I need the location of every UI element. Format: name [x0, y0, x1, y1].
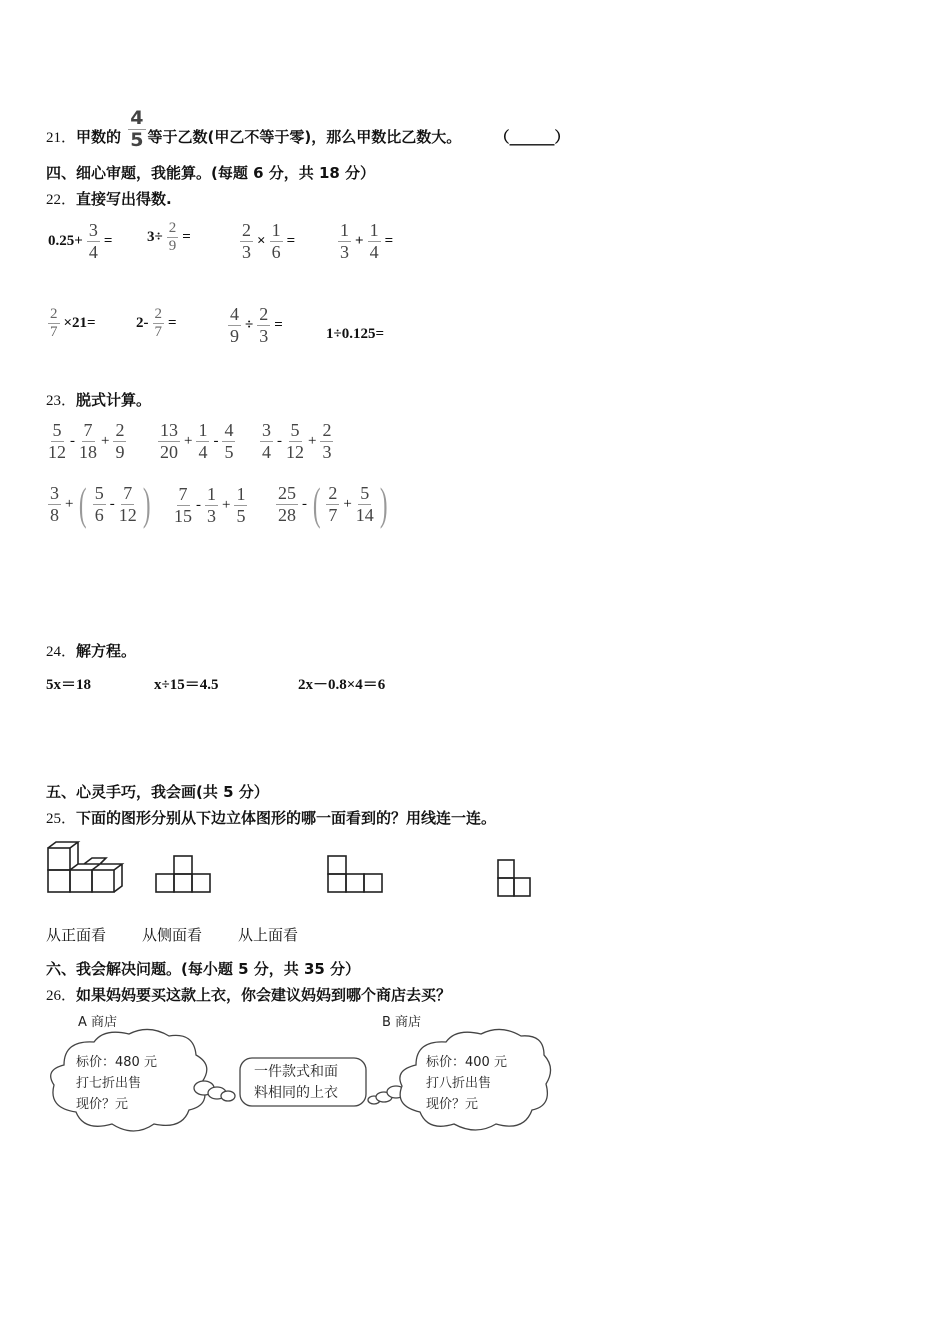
fraction [222, 420, 235, 463]
current-price-line: 现价？元 [76, 1097, 129, 1112]
numerator: 4 [230, 304, 239, 324]
denominator: 7 [50, 324, 58, 340]
operator-text: = [384, 233, 394, 249]
denominator: 9 [168, 238, 177, 254]
fraction [196, 420, 209, 463]
denominator: 18 [79, 442, 97, 462]
operator-text: = [286, 233, 296, 249]
numerator: 5 [290, 420, 300, 440]
denominator: 3 [259, 326, 269, 346]
fraction [228, 304, 241, 347]
denominator: 14 [355, 504, 374, 525]
fraction [128, 108, 145, 151]
q21-text-post: 等于乙数(甲乙不等于零)，那么甲数比乙数大。 [147, 128, 462, 146]
denominator: 4 [369, 242, 379, 262]
denominator: 4 [262, 442, 271, 462]
numerator: 1 [369, 220, 379, 240]
fraction [79, 420, 97, 463]
numerator: 1 [271, 220, 281, 240]
operator-text: = [274, 317, 283, 333]
operator: + [65, 495, 74, 512]
denominator: 3 [322, 442, 332, 462]
expression [46, 306, 98, 341]
question-title: 下面的图形分别从下边立体图形的哪一面看到的？用线连一连。 [76, 809, 497, 827]
denominator: 5 [224, 442, 234, 462]
numerator: 5 [94, 482, 104, 503]
numerator: 4 [224, 420, 234, 440]
view-label-top: 从上面看 [238, 926, 299, 944]
front-view-figure [156, 856, 210, 892]
parenthesis: ) [142, 478, 151, 529]
fraction [234, 484, 247, 527]
numerator: 5 [360, 482, 370, 503]
operator: - [196, 497, 201, 513]
numerator: 1 [207, 484, 216, 504]
operator-text: 2- [136, 315, 149, 331]
numerator: 1 [236, 484, 246, 504]
equation: 2x－0.8×4＝6 [298, 677, 386, 693]
operator: + [343, 495, 352, 512]
expression [226, 304, 285, 347]
denominator: 7 [328, 504, 338, 525]
numerator: 2 [242, 220, 251, 240]
operator: + [222, 497, 231, 513]
question-number: 22． [46, 192, 77, 208]
fraction [93, 483, 106, 526]
operator-text: ÷ [245, 317, 254, 333]
price-line: 标价：400 元 [426, 1055, 507, 1070]
denominator: 5 [236, 506, 246, 526]
question-number: 23． [46, 393, 77, 409]
denominator: 5 [130, 129, 144, 151]
fraction [153, 306, 165, 341]
operator: + [184, 433, 193, 449]
denominator: 4 [198, 442, 208, 462]
denominator: 3 [340, 242, 349, 262]
operator-text: = [168, 315, 177, 331]
equation: 5x＝18 [46, 677, 92, 693]
fraction [113, 420, 126, 463]
operator: + [101, 433, 110, 449]
parenthesis: ( [312, 478, 321, 529]
denominator: 12 [118, 504, 137, 525]
fraction [286, 420, 304, 463]
3d-cubes-figure [48, 842, 122, 892]
question-number: 26． [46, 988, 77, 1004]
shop-a-cloud-text [76, 1052, 157, 1115]
denominator: 15 [174, 506, 192, 526]
center-line: 料相同的上衣 [254, 1085, 338, 1101]
expression [258, 420, 335, 463]
denominator: 20 [160, 442, 178, 462]
fraction [205, 484, 218, 527]
fraction [87, 220, 100, 263]
question-25 [46, 807, 496, 828]
numerator: 3 [88, 220, 98, 240]
question-24 [46, 640, 136, 661]
expression [274, 478, 391, 529]
numerator: 1 [198, 420, 208, 440]
side-view-figure [328, 856, 382, 892]
denominator: 9 [230, 326, 239, 346]
question-21 [46, 107, 570, 159]
numerator: 25 [278, 482, 296, 503]
shop-b-label: B 商店 [382, 1015, 422, 1030]
operator-text: 1÷0.125= [326, 326, 385, 342]
expression [156, 420, 237, 463]
question-26 [46, 984, 451, 1005]
question-number: 21． [46, 130, 77, 146]
denominator: 4 [88, 242, 98, 262]
answer-blank[interactable]: （______） [494, 128, 570, 146]
section-5-heading: 五、心灵手巧，我会画(共 5 分） [46, 783, 269, 801]
fraction [240, 220, 253, 263]
parenthesis: ) [379, 478, 388, 529]
denominator: 7 [154, 324, 162, 340]
fraction [320, 420, 333, 463]
fraction [356, 483, 374, 526]
numerator: 4 [130, 107, 144, 129]
question-number: 24． [46, 644, 77, 660]
fraction [48, 483, 61, 526]
operator-text: × [257, 233, 266, 249]
section-6-heading: 六、我会解决问题。(每小题 5 分，共 35 分） [46, 960, 361, 978]
numerator: 7 [123, 482, 133, 503]
discount-line: 打七折出售 [76, 1076, 142, 1091]
expression [134, 306, 179, 341]
denominator: 6 [94, 504, 104, 525]
q21-text-pre: 甲数的 [76, 128, 122, 146]
denominator: 8 [50, 504, 59, 525]
numerator: 2 [322, 420, 332, 440]
operator: - [213, 433, 219, 449]
fraction [260, 420, 273, 463]
denominator: 6 [271, 242, 281, 262]
expression [324, 326, 386, 343]
denominator: 3 [242, 242, 251, 262]
expression [46, 478, 154, 529]
operator-text: 3÷ [147, 229, 163, 245]
numerator: 2 [154, 306, 162, 322]
fraction [119, 483, 137, 526]
top-view-figure [498, 860, 530, 896]
fraction [270, 220, 283, 263]
expression [238, 220, 297, 263]
price-line: 标价：480 元 [76, 1055, 157, 1070]
numerator: 3 [50, 482, 59, 503]
denominator: 12 [48, 442, 66, 462]
question-22 [46, 188, 172, 209]
numerator: 2 [259, 304, 269, 324]
question-23 [46, 389, 151, 410]
denominator: 9 [115, 442, 125, 462]
operator-text: = [182, 229, 191, 245]
numerator: 2 [168, 220, 177, 236]
operator-text: + [355, 233, 364, 249]
fraction [338, 220, 351, 263]
numerator: 1 [340, 220, 349, 240]
numerator: 2 [328, 482, 338, 503]
denominator: 12 [286, 442, 304, 462]
center-line: 一件款式和面 [254, 1064, 338, 1080]
operator: - [302, 495, 307, 512]
fraction [326, 483, 339, 526]
fraction [276, 483, 298, 526]
numerator: 5 [52, 420, 62, 440]
fraction [158, 420, 180, 463]
shop-a-label: A 商店 [78, 1015, 118, 1030]
operator: - [70, 433, 75, 449]
denominator: 3 [207, 506, 216, 526]
fraction [257, 304, 270, 347]
question-number: 25． [46, 811, 77, 827]
fraction [48, 420, 66, 463]
numerator: 2 [50, 306, 58, 322]
expression [172, 484, 249, 527]
operator-text: = [103, 233, 113, 249]
question-title: 脱式计算。 [76, 391, 152, 409]
discount-line: 打八折出售 [426, 1076, 492, 1091]
fraction [48, 306, 60, 341]
numerator: 13 [160, 420, 178, 440]
operator: - [277, 433, 282, 449]
expression [46, 420, 128, 463]
operator-text: ×21= [63, 315, 96, 331]
views-figure [44, 840, 544, 902]
denominator: 28 [278, 504, 296, 525]
view-label-front: 从正面看 [46, 926, 107, 944]
shop-b-cloud-text [426, 1052, 507, 1115]
operator: - [109, 495, 115, 512]
operator-text: 0.25+ [48, 233, 83, 249]
section-4-heading: 四、细心审题，我能算。(每题 6 分，共 18 分） [46, 164, 376, 182]
numerator: 3 [262, 420, 271, 440]
current-price-line: 现价？元 [426, 1097, 479, 1112]
fraction [368, 220, 381, 263]
operator: + [308, 433, 317, 449]
question-title: 直接写出得数. [76, 190, 172, 208]
expression [336, 220, 395, 263]
fraction [167, 220, 179, 255]
expression [46, 220, 114, 263]
view-label-side: 从侧面看 [142, 926, 203, 944]
equation: x÷15＝4.5 [154, 677, 219, 693]
question-title: 如果妈妈要买这款上衣，你会建议妈妈到哪个商店去买？ [76, 986, 452, 1004]
fraction [174, 484, 192, 527]
numerator: 2 [115, 420, 125, 440]
numerator: 7 [83, 420, 93, 440]
expression [145, 220, 193, 255]
center-box-text [254, 1062, 338, 1104]
question-title: 解方程。 [76, 642, 137, 660]
parenthesis: ( [79, 478, 87, 529]
numerator: 7 [178, 484, 188, 504]
